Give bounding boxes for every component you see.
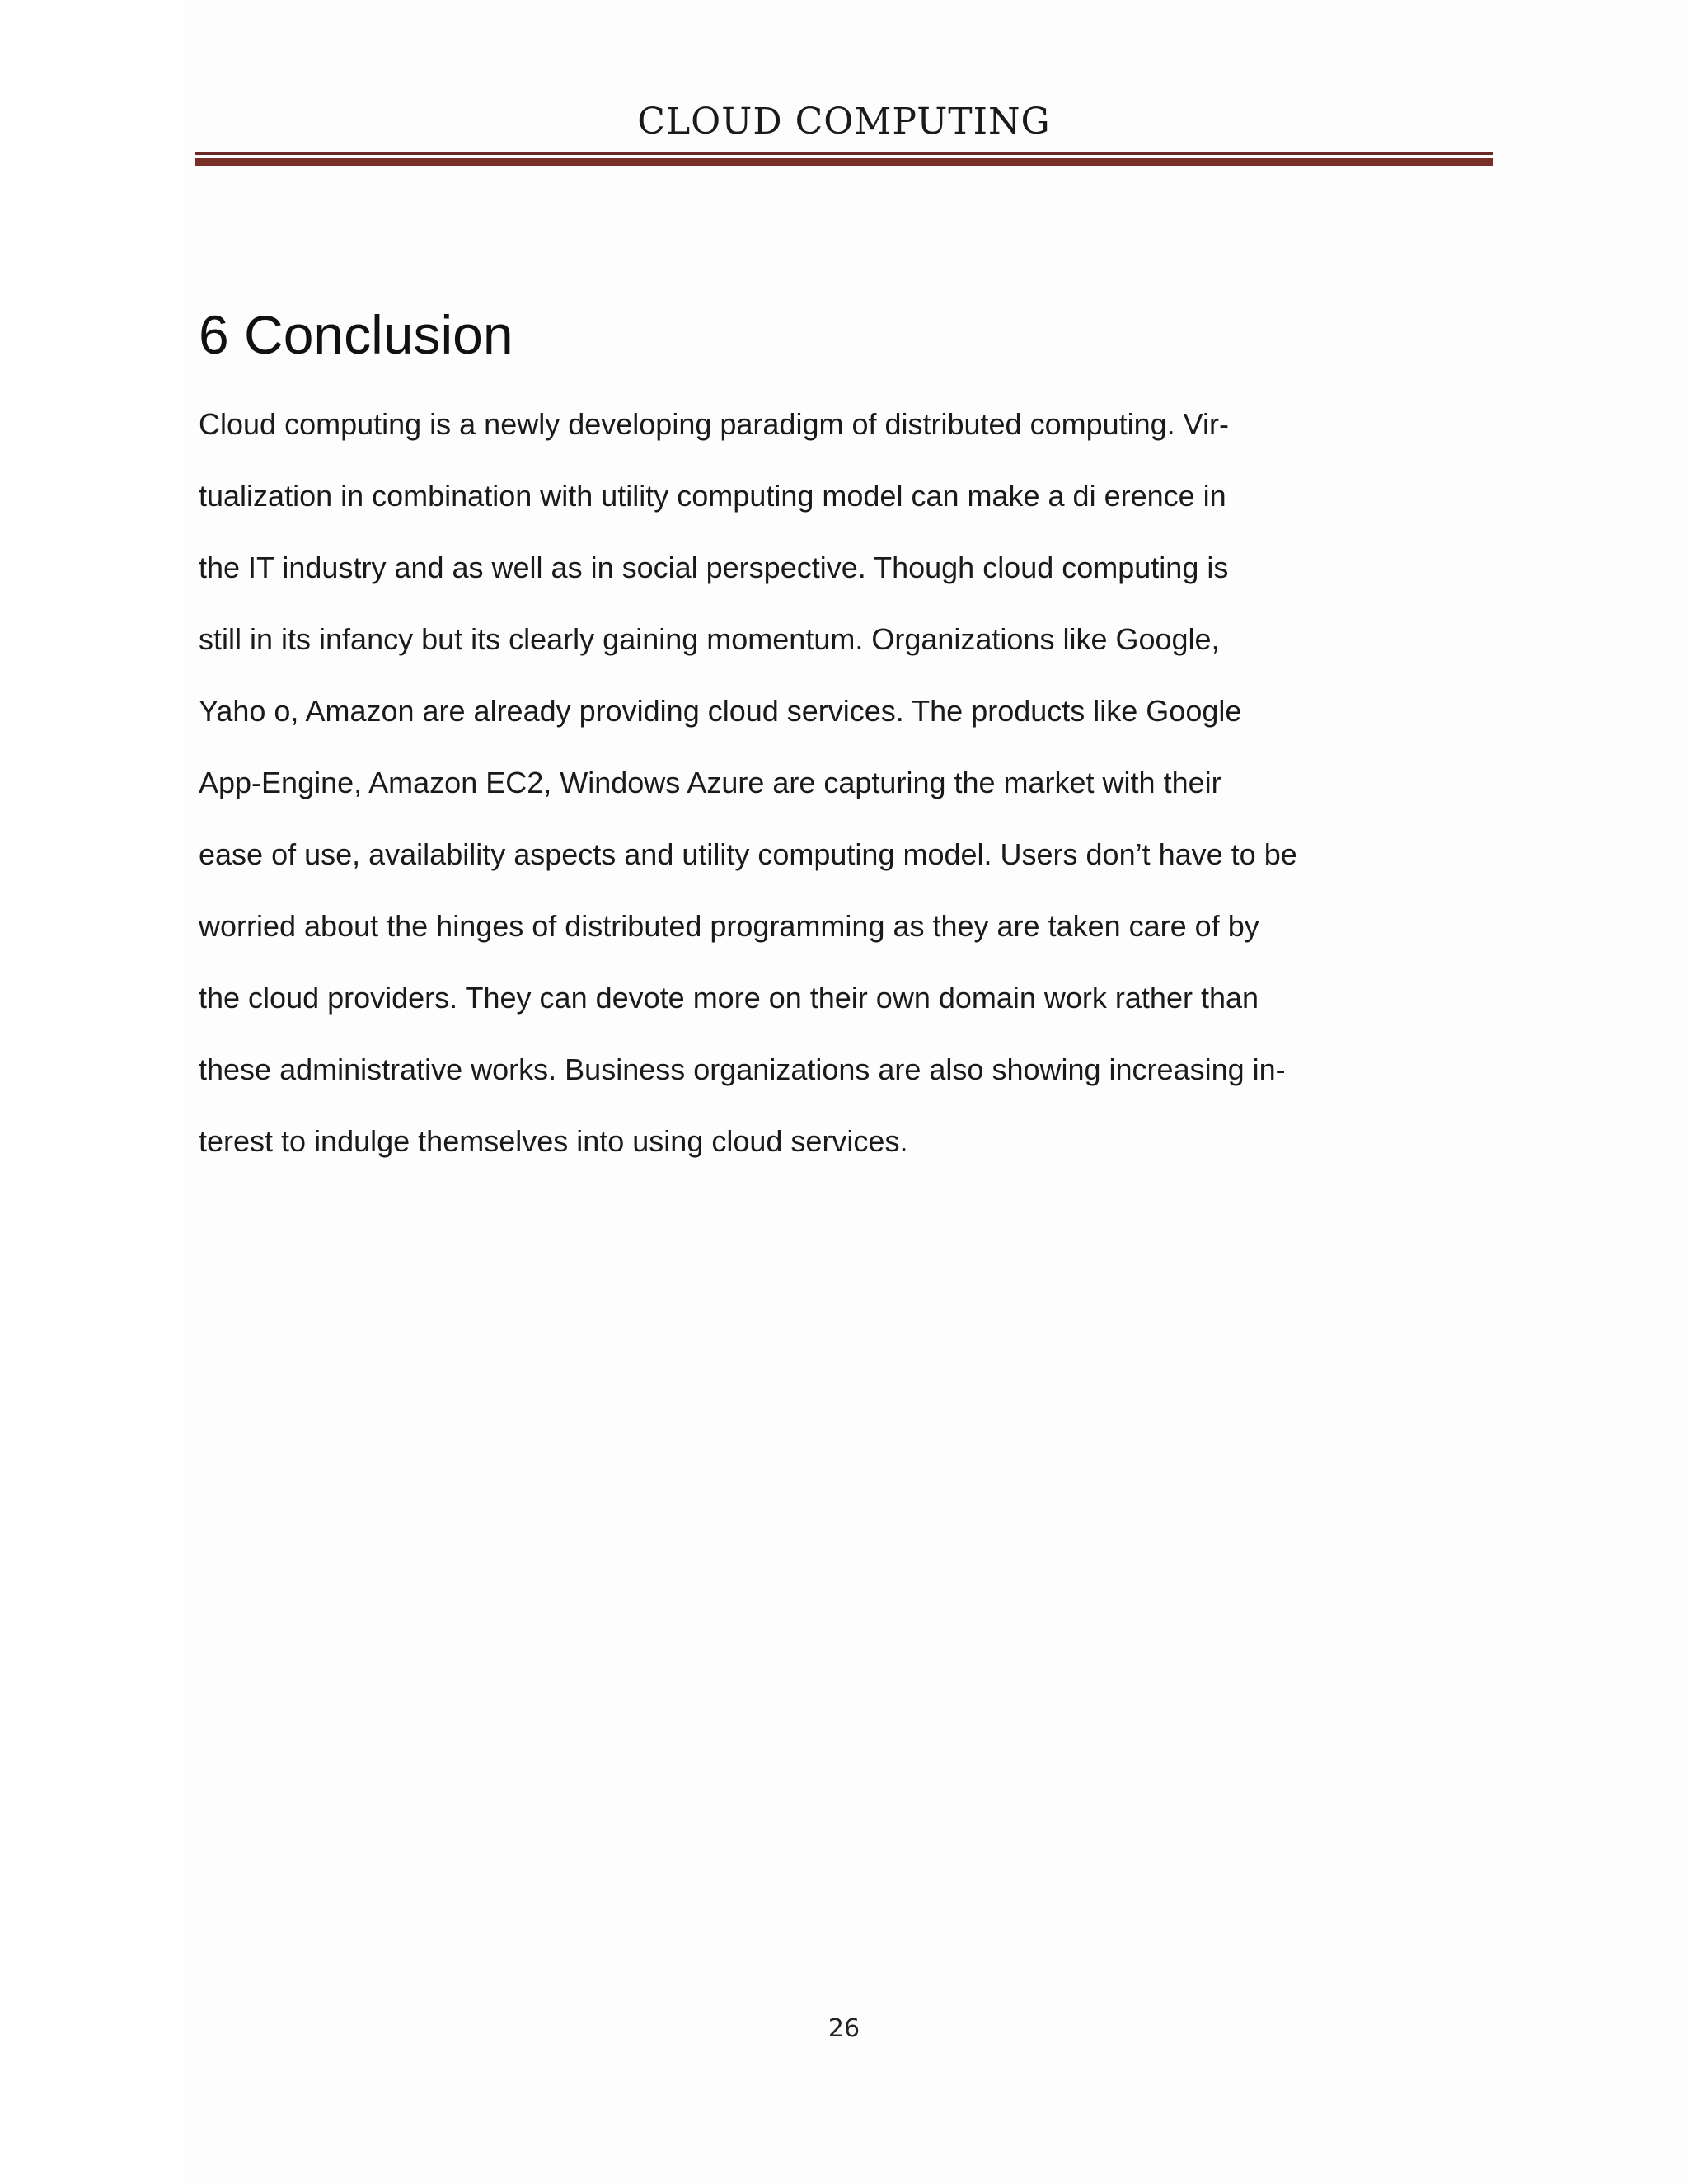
paragraph-line: App-Engine, Amazon EC2, Windows Azure are capturing the market with their bbox=[199, 766, 1221, 799]
conclusion-paragraph bbox=[199, 399, 1534, 1188]
running-header: CLOUD COMPUTING bbox=[637, 101, 1051, 143]
header-rule-thick bbox=[195, 158, 1493, 166]
paragraph-line: worried about the hinges of distributed programming as they are taken care of by bbox=[199, 909, 1259, 943]
paragraph-line: tualization in combination with utility computing model can make a di erence in bbox=[199, 479, 1226, 513]
paragraph-line: ease of use, availability aspects and utility computing model. Users don’t have to be bbox=[199, 837, 1297, 871]
header-rule-thin bbox=[195, 152, 1493, 155]
paragraph-line: still in its infancy but its clearly gaining momentum. Organizations like Google, bbox=[199, 622, 1220, 656]
paragraph-line: Yaho o, Amazon are already providing cloud services. The products like Google bbox=[199, 694, 1242, 728]
page-number: 26 bbox=[828, 2014, 860, 2043]
paragraph-line: terest to indulge themselves into using cloud services. bbox=[199, 1124, 908, 1158]
paragraph-line: the cloud providers. They can devote more on their own domain work rather than bbox=[199, 981, 1259, 1015]
page-margin bbox=[0, 0, 185, 2184]
paragraph-line: Cloud computing is a newly developing paradigm of distributed computing. Vir- bbox=[199, 407, 1230, 441]
paragraph-line: these administrative works. Business organizations are also showing increasing in- bbox=[199, 1052, 1286, 1086]
section-title: 6 Conclusion bbox=[199, 304, 513, 365]
paragraph-line: the IT industry and as well as in social perspective. Though cloud computing is bbox=[199, 551, 1229, 584]
